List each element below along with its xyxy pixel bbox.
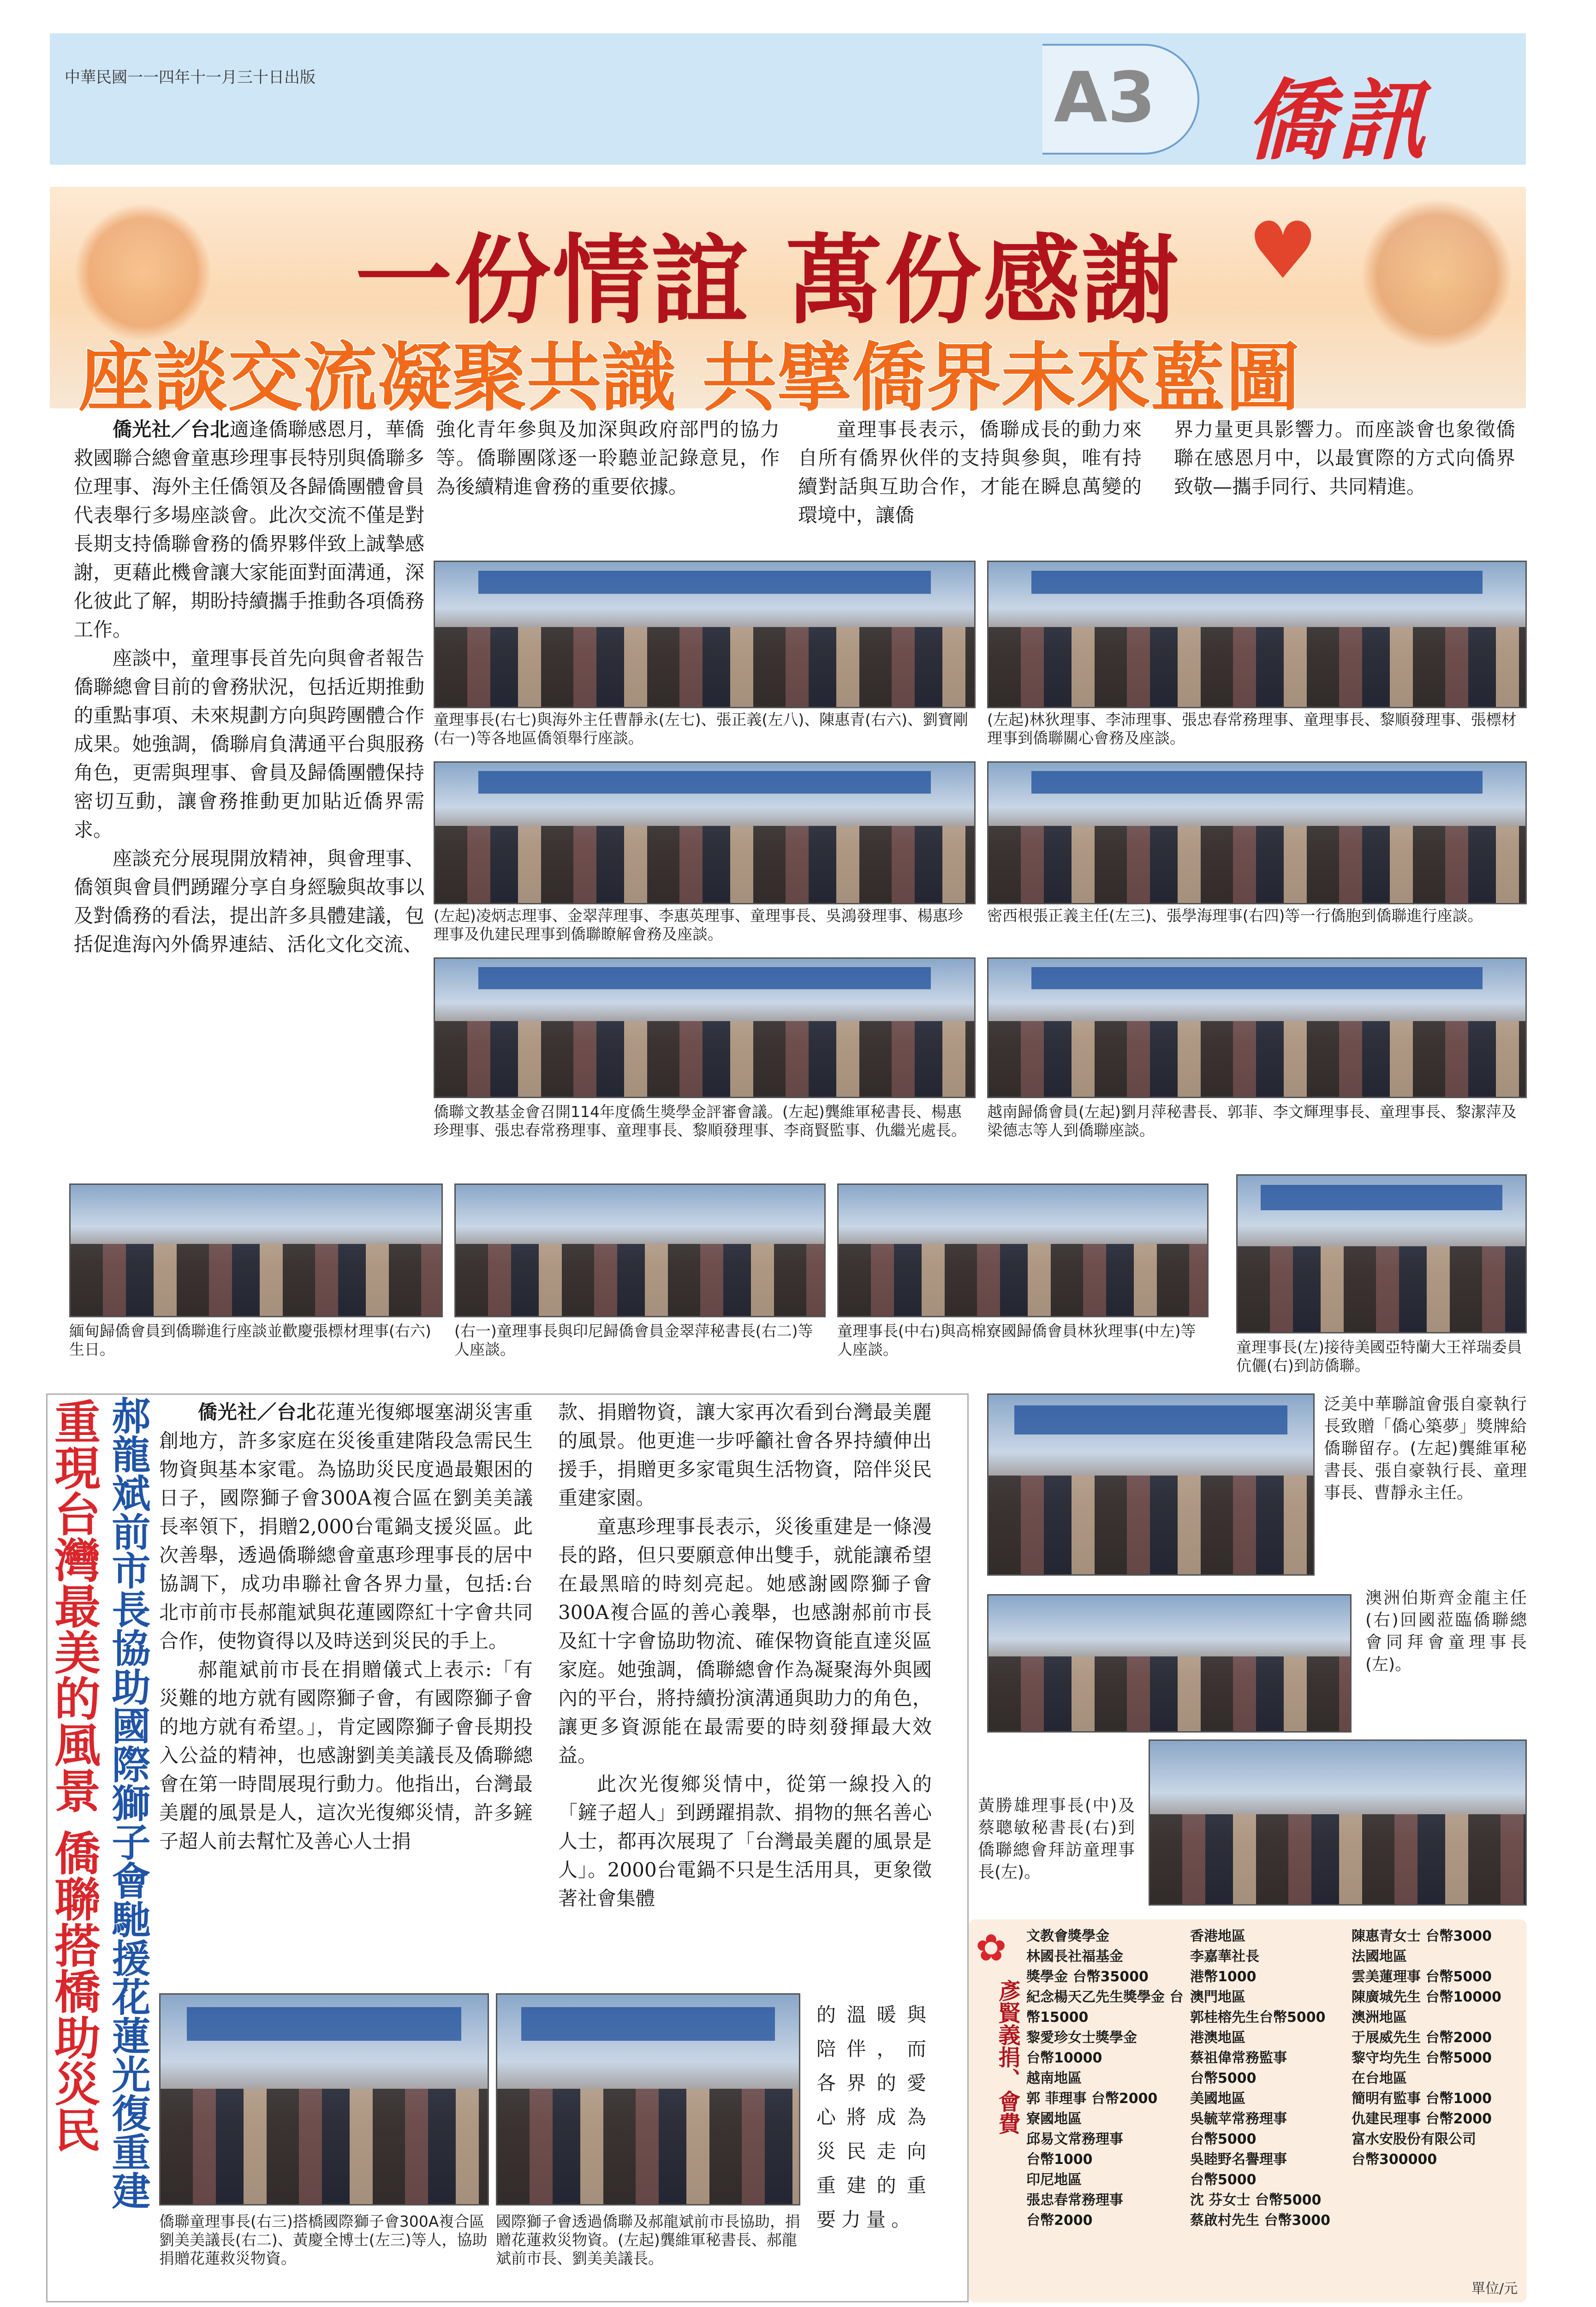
article2-para5: 此次光復鄉災情中，從第一線投入的「鏟子超人」到踴躍捐款、捐物的無名善心人士，都再次展現了「台灣最美麗的風景是人」。2000台電鍋不只是生活用具，更象徵著社會集體 — [558, 1773, 932, 1910]
article2-title-blue: 郝龍斌前市長協助國際獅子會馳援花蓮光復重建 — [106, 1396, 151, 2210]
article2-title-red: 重現台灣最美的風景 僑聯搭橋助災民 — [47, 1398, 101, 2152]
donation-line: 陳惠青女士 台幣3000 — [1352, 1928, 1492, 1944]
article1-para1: 適逢僑聯感恩月，華僑救國聯合總會童惠珍理事長特別與僑聯多位理事、海外主任僑領及各歸僑團體會員代表舉行多場座談會。此次交流不僅是對長期支持僑聯會務的僑界夥伴致上誠摯感謝，更藉此機會讓大家能面對面溝通，深化彼此了解，期盼持續攜手推動各項僑務工作。 — [74, 418, 424, 641]
donation-ribbon-icon: ✿ — [976, 1926, 1007, 1969]
article1-para2: 座談中，童理事長首先向與會者報告僑聯總會目前的會務狀況，包括近期推動的重點事項、未來規劃方向與跨團體合作成果。她強調，僑聯肩負溝通平台與服務角色，更需與理事、會員及歸僑團體保持密切互動，讓會務推動更加貼近僑界需求。 — [74, 647, 424, 841]
donation-line: 黎守均先生 台幣5000 — [1352, 2050, 1492, 2066]
caption-9: 童理事長(中右)與高棉寮國歸僑會員林狄理事(中左)等人座談。 — [837, 1322, 1196, 1358]
donation-line: 張忠春常務理事 — [1026, 2192, 1123, 2208]
donation-line: 在台地區 — [1352, 2070, 1407, 2086]
caption-1: 童理事長(右七)與海外主任曹靜永(左七)、張正義(左八)、陳惠青(右六)、劉寶剛(右一)等各地區僑領舉行座談。 — [434, 711, 968, 747]
caption-13: 黃勝雄理事長(中)及蔡聰敏秘書長(右)到僑聯總會拜訪童理事長(左)。 — [978, 1796, 1135, 1882]
photo-15 — [496, 1993, 800, 2205]
donation-line: 台幣5000 — [1190, 2172, 1257, 2188]
donation-line: 于展威先生 台幣2000 — [1352, 2030, 1492, 2046]
donation-line: 李嘉華社長 — [1190, 1948, 1259, 1965]
donation-line: 陳廣城先生 台幣10000 — [1352, 1989, 1501, 2005]
photo-11 — [987, 1393, 1315, 1576]
article2-byline: 僑光社／台北 — [198, 1401, 316, 1423]
page-number: A3 — [1054, 58, 1156, 138]
donation-line: 港幣1000 — [1190, 1969, 1257, 1985]
article1-col2: 強化青年參與及加深與政府部門的協力等。僑聯團隊逐一聆聽並記錄意見，作為後續精進會務的重要依據。 — [436, 418, 780, 498]
donation-line: 林國長社福基金 — [1026, 1948, 1123, 1965]
donation-line: 美國地區 — [1190, 2091, 1245, 2107]
caption-3: (左起)凌炳志理事、金翠萍理事、李惠英理事、童理事長、吳鴻發理事、楊惠珍理事及仇建民理事到僑聯瞭解會務及座談。 — [434, 907, 963, 943]
sub-headline: 座談交流凝聚共識 共擘僑界未來藍圖 — [78, 334, 1300, 422]
donation-line: 台幣1000 — [1026, 2152, 1093, 2168]
caption-7: 緬甸歸僑會員到僑聯進行座談並歡慶張標材理事(右六)生日。 — [69, 1322, 431, 1358]
donation-line: 沈 芬女士 台幣5000 — [1190, 2192, 1322, 2208]
donation-col-1 — [1026, 1926, 1192, 2231]
caption-5: 僑聯文教基金會召開114年度僑生獎學金評審會議。(左起)龔維軍秘書長、楊惠珍理事、張忠春常務理事、童理事長、黎順發理事、李商賢監事、仇繼光處長。 — [434, 1103, 966, 1139]
donation-line: 仇建民理事 台幣2000 — [1352, 2111, 1492, 2127]
caption-15: 國際獅子會透過僑聯及郝龍斌前市長協助，捐贈花蓮救災物資。(左起)龔維軍秘書長、郝龍斌前市長、劉美美議長。 — [496, 2212, 800, 2267]
article1-col3: 童理事長表示，僑聯成長的動力來自所有僑界伙伴的支持與參與，唯有持續對話與互助合作，才能在瞬息萬變的環境中，讓僑 — [798, 418, 1142, 526]
donation-line: 紀念楊天乙先生獎學金 台幣15000 — [1026, 1989, 1184, 2026]
donation-line: 香港地區 — [1190, 1928, 1245, 1944]
donation-line: 蔡啟村先生 台幣3000 — [1190, 2212, 1330, 2229]
donation-line: 文教會獎學金 — [1026, 1928, 1109, 1944]
donation-line: 法國地區 — [1352, 1948, 1407, 1965]
photo-5 — [434, 957, 976, 1098]
donation-line: 寮國地區 — [1026, 2111, 1082, 2127]
article2-col3: 的溫暖與陪伴，而各界的愛心將成為災民走向重建的重要力量。 — [816, 2003, 932, 2231]
photo-6 — [987, 957, 1527, 1098]
donation-line: 郭桂榕先生台幣5000 — [1190, 2009, 1326, 2026]
photo-2 — [987, 561, 1527, 708]
photo-14 — [159, 1993, 489, 2205]
caption-12: 澳洲伯斯齊金龍主任(右)回國蒞臨僑聯總會同拜會童理事長(左)。 — [1365, 1589, 1527, 1674]
photo-9 — [837, 1183, 1209, 1317]
issue-date: 中華民國一一四年十一月三十日出版 — [65, 68, 316, 87]
donation-line: 台幣2000 — [1026, 2212, 1093, 2229]
article2-para4: 童惠珍理事長表示，災後重建是一條漫長的路，但只要願意伸出雙手，就能讓希望在最黑暗的時刻亮起。她感謝國際獅子會300A複合區的善心義舉，也感謝郝前市長及紅十字會協助物流、確保物資能直達災區家庭。她強調，僑聯總會作為凝聚海外與國內的平台，將持續扮演溝通與助力的角色，讓更多資源能在最需要的時刻發揮最大效益。 — [558, 1515, 932, 1767]
donation-line: 富水安股份有限公司 — [1352, 2131, 1476, 2147]
donation-label: 彥賢義捐、會費 — [995, 1979, 1020, 2134]
donation-line: 邱易文常務理事 — [1026, 2131, 1123, 2147]
donation-line: 港澳地區 — [1190, 2030, 1245, 2046]
leaf-decoration-right — [1361, 198, 1513, 351]
caption-6: 越南歸僑會員(左起)劉月萍秘書長、郭菲、李文輝理事長、童理事長、黎潔萍及梁德志等人到僑聯座談。 — [987, 1103, 1517, 1139]
donation-line: 越南地區 — [1026, 2070, 1082, 2086]
donation-line: 簡明有監事 台幣1000 — [1352, 2091, 1492, 2107]
donation-line: 獎學金 台幣35000 — [1026, 1969, 1149, 1985]
photo-13 — [1149, 1739, 1527, 1906]
main-headline: 一份情誼 萬份感謝 — [355, 223, 1181, 337]
caption-14: 僑聯童理事長(右三)搭橋國際獅子會300A複合區劉美美議長(右二)、黃慶全博士(左三)等人，協助捐贈花蓮救災物資。 — [159, 2212, 488, 2267]
photo-10 — [1236, 1174, 1527, 1333]
photo-3 — [434, 761, 976, 904]
article2-para2: 郝龍斌前市長在捐贈儀式上表示:「有災難的地方就有國際獅子會，有國際獅子會的地方就有希望。」，肯定國際獅子會長期投入公益的精神，也感謝劉美美議長及僑聯總會在第一時間展現行動力。他指出，台灣最美麗的風景是人，這次光復鄉災情，許多鏟子超人前去幫忙及善心人士捐 — [159, 1658, 533, 1853]
caption-8: (右一)童理事長與印尼歸僑會員金翠萍秘書長(右二)等人座談。 — [454, 1322, 813, 1358]
caption-2: (左起)林狄理事、李沛理事、張忠春常務理事、童理事長、黎順發理事、張標材理事到僑聯關心會務及座談。 — [987, 711, 1517, 747]
donation-unit: 單位/元 — [1471, 2281, 1518, 2297]
photo-8 — [454, 1183, 826, 1317]
donation-line: 澳門地區 — [1190, 1989, 1245, 2005]
donation-line: 台幣10000 — [1026, 2050, 1102, 2066]
photo-7 — [69, 1183, 443, 1317]
article2-col1 — [159, 1398, 533, 1856]
caption-10: 童理事長(左)接待美國亞特蘭大王祥瑞委員伉儷(右)到訪僑聯。 — [1236, 1338, 1522, 1375]
photo-1 — [434, 561, 976, 708]
donation-line: 蔡祖偉常務監事 — [1190, 2050, 1287, 2066]
donation-line: 台幣5000 — [1190, 2070, 1257, 2086]
article1-para3: 座談充分展現開放精神，與會理事、僑領與會員們踴躍分享自身經驗與故事以及對僑務的看法，提出許多具體建議，包括促進海內外僑界連結、活化文化交流、 — [74, 847, 424, 956]
caption-4: 密西根張正義主任(左三)、張學海理事(右四)等一行僑胞到僑聯進行座談。 — [987, 907, 1483, 925]
article1-byline: 僑光社／台北 — [113, 418, 230, 441]
article2-para3: 款、捐贈物資，讓大家再次看到台灣最美麗的風景。他更進一步呼籲社會各界持續伸出援手，捐贈更多家電與生活物資，陪伴災民重建家園。 — [558, 1401, 932, 1509]
donation-col-3 — [1352, 1926, 1525, 2170]
donation-line: 吳睦野名譽理事 — [1190, 2152, 1287, 2168]
masthead-title: 僑訊 — [1245, 69, 1430, 172]
article2-col2 — [558, 1398, 932, 1913]
donation-line: 雲美蓮理事 台幣5000 — [1352, 1969, 1492, 1985]
article2-para1: 花蓮光復鄉堰塞湖災害重創地方，許多家庭在災後重建階段急需民生物資與基本家電。為協助災民度過最艱困的日子，國際獅子會300A複合區在劉美美議長率領下，捐贈2,000台電鍋支援災區。此次善舉，透過僑聯總會童惠珍理事長的居中協調下，成功串聯社會各界力量，包括:台北市前市長郝龍斌與花蓮國際紅十字會共同合作，使物資得以及時送到災民的手上。 — [159, 1401, 533, 1652]
article1-col1 — [74, 415, 424, 959]
donation-line: 吳毓苹常務理事 — [1190, 2111, 1287, 2127]
donation-col-2 — [1190, 1926, 1349, 2231]
article1-col4: 界力量更具影響力。而座談會也象徵僑聯在感恩月中，以最實際的方式向僑界致敬—攜手同行、共同精進。 — [1174, 418, 1515, 498]
donation-line: 台幣300000 — [1352, 2152, 1437, 2168]
donation-line: 黎愛珍女士獎學金 — [1026, 2030, 1137, 2046]
caption-11: 泛美中華聯誼會張自豪執行長致贈「僑心築夢」獎牌給僑聯留存。(左起)龔維軍秘書長、張自豪執行長、童理事長、曹靜永主任。 — [1324, 1395, 1527, 1502]
heart-icon: ♥ — [1248, 205, 1318, 297]
photo-4 — [987, 761, 1527, 904]
donation-line: 台幣5000 — [1190, 2131, 1257, 2147]
donation-line: 郭 菲理事 台幣2000 — [1026, 2091, 1158, 2107]
photo-12 — [987, 1594, 1352, 1733]
donation-line: 印尼地區 — [1026, 2172, 1082, 2188]
donation-line: 澳洲地區 — [1352, 2009, 1407, 2026]
